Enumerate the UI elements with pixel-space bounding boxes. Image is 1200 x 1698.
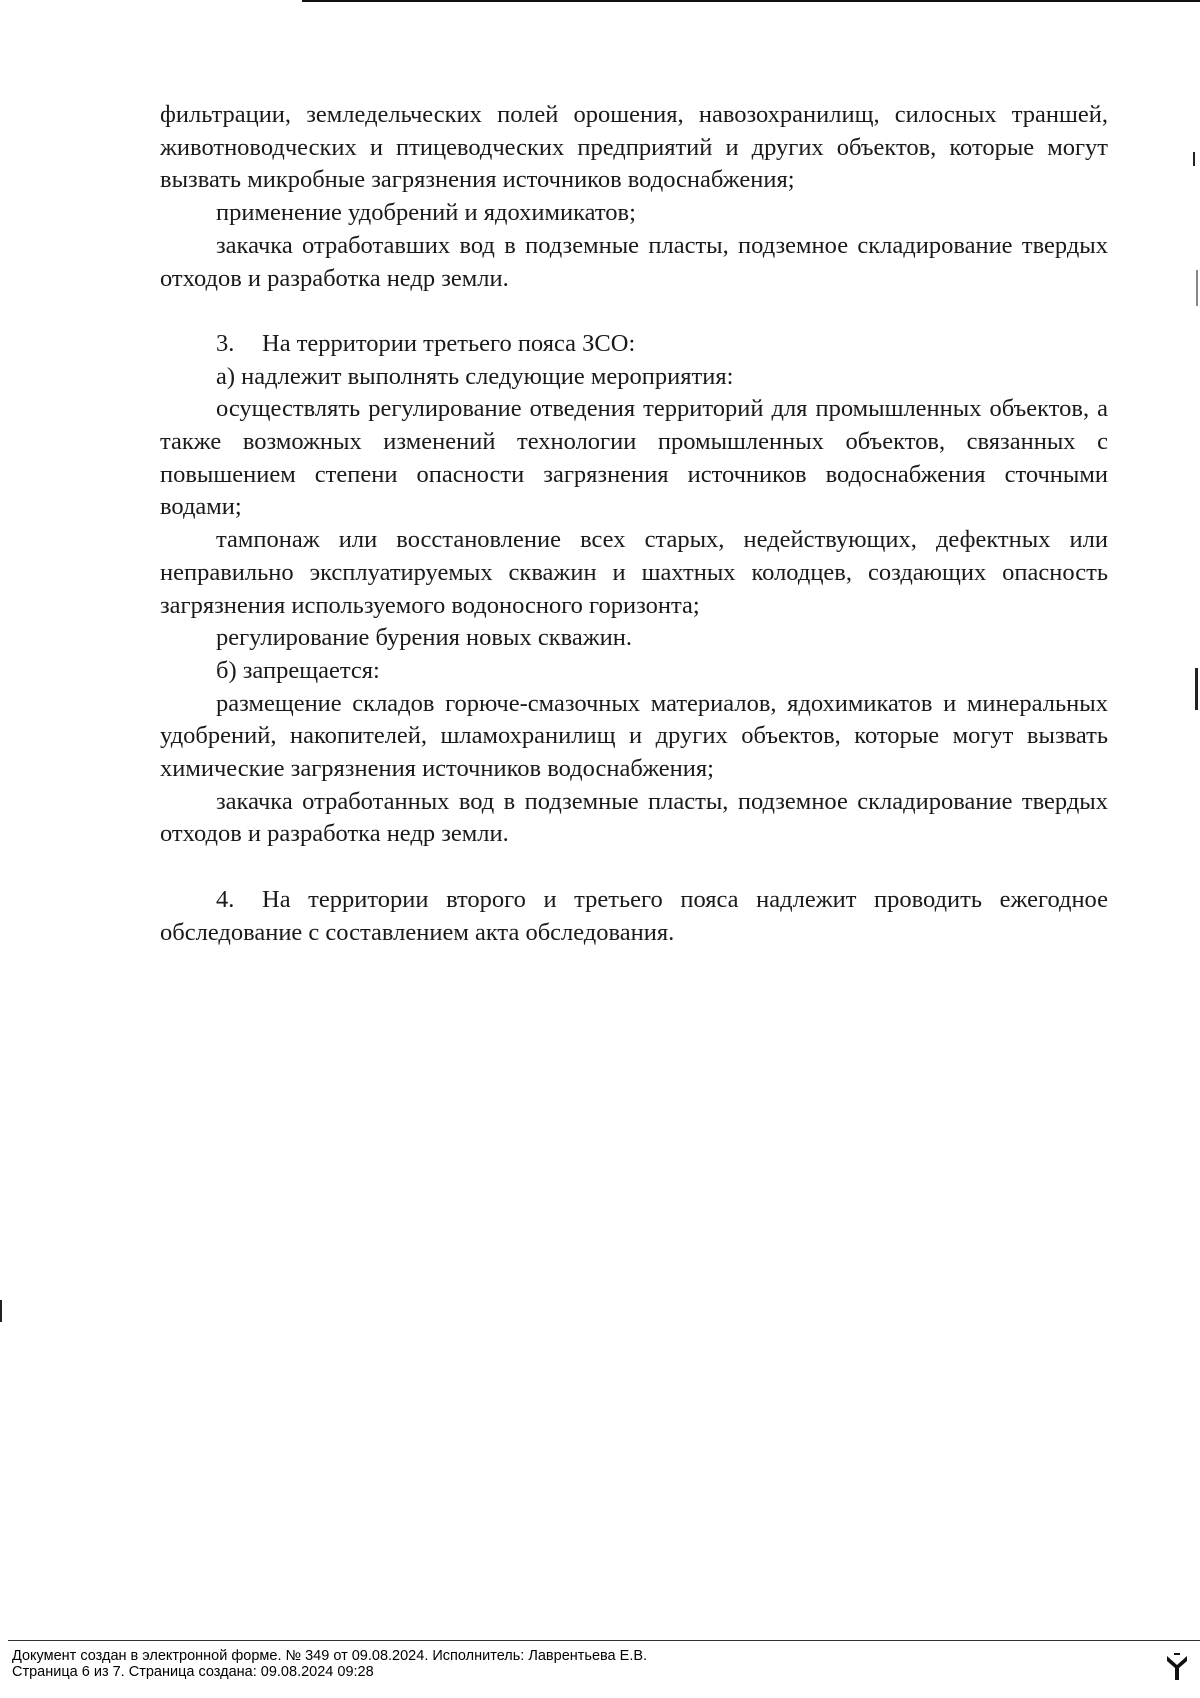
paragraph-sanitary-zone-objects: фильтрации, земледельческих полей орошения, навозохранилищ, силосных траншей, животноводческих и птицеводческих предприятий и других объектов, которые могут вызвать микробные загрязнения источников водоснабжения; bbox=[160, 101, 1108, 194]
document-system-logo-icon bbox=[1166, 1652, 1188, 1682]
paragraph-spacer bbox=[160, 295, 1108, 328]
top-border-line bbox=[302, 0, 1200, 2]
section-number: 3. bbox=[216, 329, 235, 357]
paragraph-storage-prohibition: размещение складов горюче-смазочных материалов, ядохимикатов и минеральных удобрений, накопителей, шламохранилищ и других объектов, которые могут вызвать химические загрязнения источников водоснабжения; bbox=[160, 689, 1108, 783]
scan-edge-mark bbox=[0, 1300, 2, 1322]
footer-divider bbox=[8, 1640, 1200, 1641]
paragraph-industrial-regulation: осуществлять регулирование отведения территорий для промышленных объектов, а также возможных изменений технологии промышленных объектов, связанных с повышением степени опасности загрязнения источников водоснабжения сточными водами; bbox=[160, 395, 1108, 521]
document-body bbox=[160, 99, 1108, 949]
section-title: На территории третьего пояса ЗСО: bbox=[262, 329, 636, 357]
section-3-heading bbox=[160, 328, 1108, 361]
subsection-a-heading: а) надлежит выполнять следующие мероприятия: bbox=[216, 362, 734, 390]
paragraph-spacer bbox=[160, 851, 1108, 884]
footer-page-info: Страница 6 из 7. Страница создана: 09.08.2024 09:28 bbox=[12, 1664, 374, 1680]
section-4-paragraph bbox=[160, 884, 1108, 949]
paragraph-well-plugging: тампонаж или восстановление всех старых, недействующих, дефектных или неправильно эксплуатируемых скважин и шахтных колодцев, создающих опасность загрязнения используемого водоносного горизонта; bbox=[160, 526, 1108, 619]
scan-edge-mark bbox=[1196, 270, 1198, 306]
footer-document-info: Документ создан в электронной форме. № 349 от 09.08.2024. Исполнитель: Лаврентьева Е.В. bbox=[12, 1648, 648, 1664]
subsection-b-heading: б) запрещается: bbox=[216, 656, 380, 684]
section-number: 4. bbox=[216, 885, 235, 913]
paragraph-fertilizers: применение удобрений и ядохимикатов; bbox=[216, 199, 636, 227]
scan-edge-mark bbox=[1195, 668, 1198, 710]
paragraph-water-injection-second-zone: закачка отработавших вод в подземные пласты, подземное складирование твердых отходов и разработка недр земли. bbox=[160, 231, 1108, 292]
paragraph-water-injection-third-zone: закачка отработанных вод в подземные пласты, подземное складирование твердых отходов и разработка недр земли. bbox=[160, 787, 1108, 848]
section-text: На территории второго и третьего пояса надлежит проводить ежегодное обследование с составлением акта обследования. bbox=[160, 885, 1108, 946]
scan-edge-mark bbox=[1193, 152, 1195, 166]
document-footer bbox=[12, 1648, 647, 1680]
paragraph-drilling-regulation: регулирование бурения новых скважин. bbox=[216, 624, 632, 652]
